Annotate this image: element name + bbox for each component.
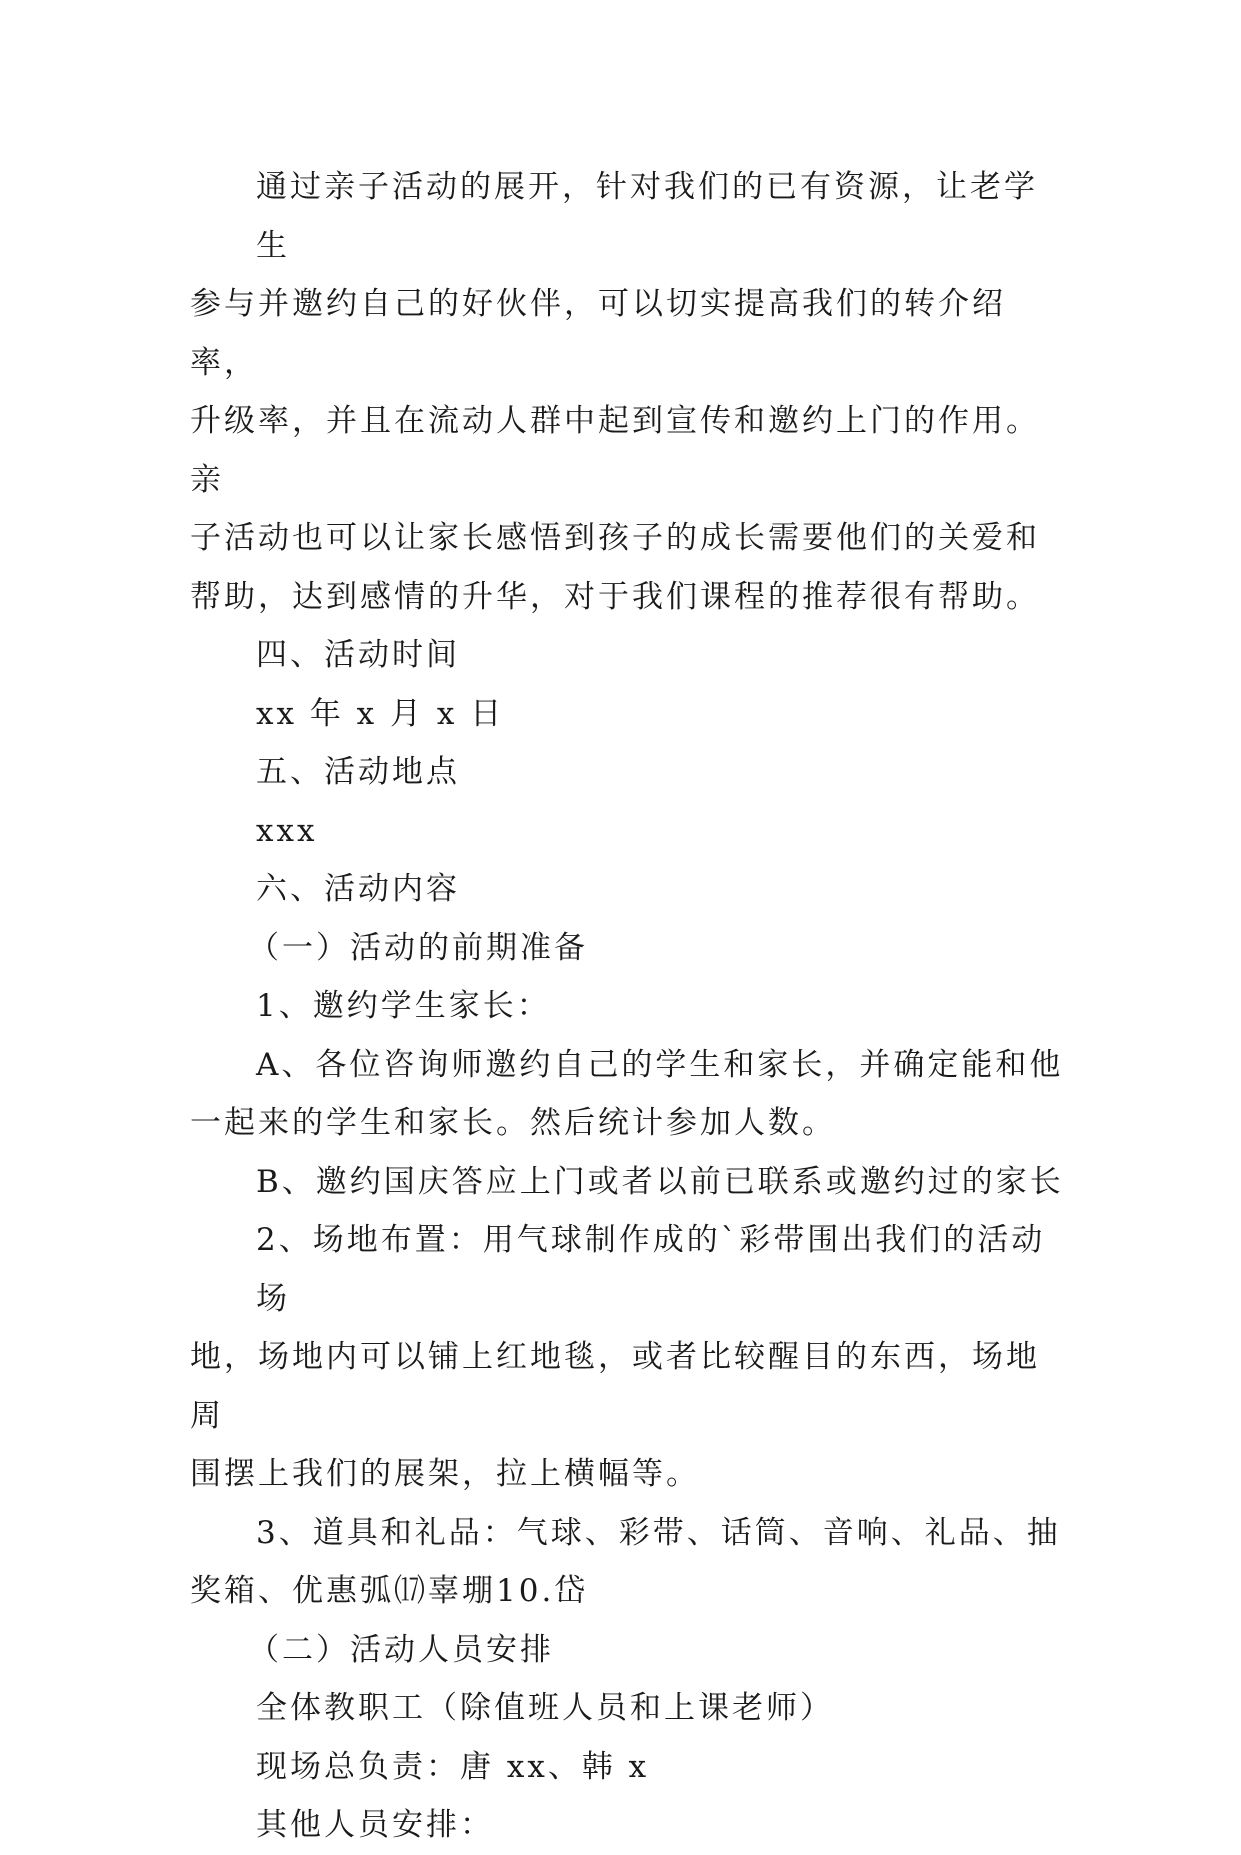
item-props-gifts [190,1504,1070,1621]
section-heading-content: 六、活动内容 [256,871,460,907]
text-line: 参与并邀约自己的好伙伴，可以切实提高我们的转介绍率， [190,286,1006,381]
staff-other: 其他人员安排： [256,1807,494,1843]
text-line: 奖箱、优惠弧⒄辜堋10.岱 [190,1573,589,1609]
item-venue-setup [190,1211,1070,1504]
text-line: 2、场地布置：用气球制作成的`彩带围出我们的活动场 [256,1222,1046,1317]
text-line: 围摆上我们的展架，拉上横幅等。 [190,1456,700,1492]
subsection-heading-preparation: （一）活动的前期准备 [248,929,588,966]
document-body [190,158,1070,1855]
staff-lead: 现场总负责：唐 xx、韩 x [256,1748,650,1785]
text-line: 子活动也可以让家长感悟到孩子的成长需要他们的关爱和 [190,520,1040,556]
text-line: 一起来的学生和家长。然后统计参加人数。 [190,1105,836,1141]
text-line: A、各位咨询师邀约自己的学生和家长，并确定能和他 [256,1046,1064,1083]
subsection-heading-staff: （二）活动人员安排 [248,1631,554,1668]
paragraph-intro [190,158,1070,626]
text-line: 升级率，并且在流动人群中起到宣传和邀约上门的作用。亲 [190,403,1040,498]
text-line: 3、道具和礼品：气球、彩带、话筒、音响、礼品、抽 [256,1514,1061,1551]
section-heading-location: 五、活动地点 [256,754,460,790]
section-value-location: xxx [256,812,318,849]
staff-all: 全体教职工（除值班人员和上课老师） [256,1690,834,1726]
text-line: 通过亲子活动的展开，针对我们的已有资源，让老学生 [256,169,1038,264]
item-invite-parents: 1、邀约学生家长： [256,988,551,1024]
section-heading-time: 四、活动时间 [256,637,460,673]
text-line: 帮助，达到感情的升华，对于我们课程的推荐很有帮助。 [190,578,1040,615]
item-invite-a [190,1036,1070,1153]
item-invite-b: B、邀约国庆答应上门或者以前已联系或邀约过的家长 [256,1163,1064,1200]
text-line: 地，场地内可以铺上红地毯，或者比较醒目的东西，场地周 [190,1339,1040,1434]
section-value-time: xx 年 x 月 x 日 [256,695,505,732]
